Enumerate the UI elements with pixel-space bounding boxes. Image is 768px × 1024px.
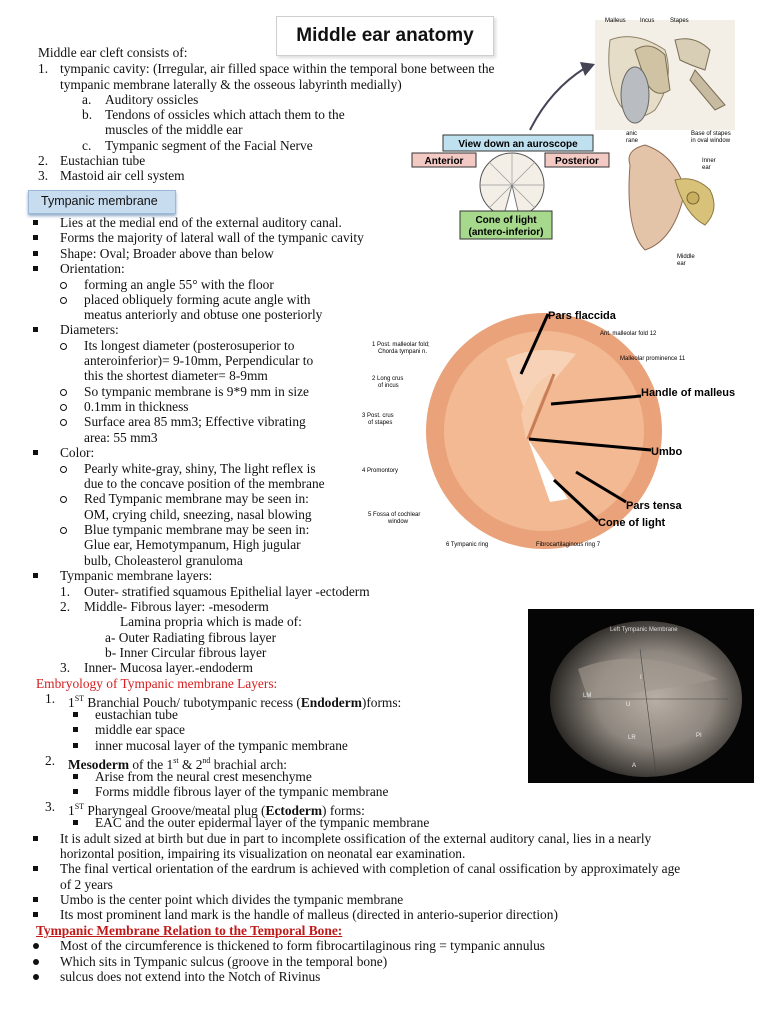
label-6: 6 Tympanic ring [446, 542, 489, 548]
tm-line: Blue tympanic membrane may be seen in: [84, 522, 310, 537]
label-12: Ant. malleolar fold 12 [600, 331, 657, 337]
note-2-cont: of 2 years [60, 877, 113, 892]
tanic-label: anic [626, 131, 638, 137]
inner-ear-label-1: Inner [702, 158, 716, 164]
base-stapes-label: Base of stapes [691, 131, 731, 137]
text-run: Branchial Pouch/ tubotympanic recess ( [84, 695, 301, 710]
bullet-marker [60, 496, 67, 503]
cone-of-light-label: Cone of light [475, 215, 537, 226]
text-run: ST [74, 694, 85, 703]
cleft-item-1: tympanic cavity: (Irregular, air filled space within the temporal bone between the [60, 61, 495, 76]
layer-middle: Middle- Fibrous layer: -mesoderm [84, 599, 269, 614]
middle-ear-label-1: Middle [677, 254, 695, 260]
tm-line: anteroinferior)= 9-10mm, Perpendicular to [84, 353, 314, 368]
cleft-item-2: Eustachian tube [60, 153, 146, 168]
photo-label-i: I [640, 675, 642, 681]
middle-ear-label-2: ear [677, 261, 686, 267]
tm-line: Forms the majority of lateral wall of the tympanic cavity [60, 230, 364, 245]
bullet-marker [60, 466, 67, 473]
list-number: 2. [45, 753, 56, 768]
bullet-marker [33, 220, 38, 225]
radiating-layer: a- Outer Radiating fibrous layer [105, 630, 277, 645]
circular-layer: b- Inner Circular fibrous layer [105, 645, 267, 660]
tm-line: forming an angle 55° with the floor [84, 277, 274, 292]
cleft-item-3: Mastoid air cell system [60, 168, 185, 183]
note-2: The final vertical orientation of the eardrum is achieved with completion of canal ossification by approximately age [60, 861, 681, 876]
label-11: Malleolar prominence 11 [620, 356, 686, 362]
bullet-marker [73, 820, 78, 825]
bullet-marker [33, 943, 39, 949]
text-run: 1 [68, 695, 75, 710]
incus-label: Incus [640, 18, 655, 24]
label-1: 1 Post. malleolar fold; [372, 342, 430, 348]
relation-2: Which sits in Tympanic sulcus (groove in the temporal bone) [60, 954, 388, 969]
tm-line: Surface area 85 mm3; Effective vibrating [84, 414, 306, 429]
layer-outer: Outer- stratified squamous Epithelial layer -ectoderm [84, 584, 370, 599]
bullet-marker [33, 959, 39, 965]
layer-inner: Inner- Mucosa layer.-endoderm [84, 660, 253, 675]
text-run: Ectoderm [265, 803, 323, 818]
note-1-cont: horizontal position, impairing its visualization on neonatal ear examination. [60, 846, 466, 861]
oval-window-label: in oval window [691, 138, 731, 144]
tm-line: So tympanic membrane is 9*9 mm in size [84, 384, 309, 399]
tm-line: 0.1mm in thickness [84, 399, 189, 414]
bullet-marker [60, 404, 67, 411]
tympanic-membrane-figure [336, 304, 766, 554]
otoscopic-photo [528, 609, 754, 783]
cleft-item-3-num: 3. [38, 168, 49, 183]
bullet-marker [33, 327, 38, 332]
bullet-marker [33, 266, 38, 271]
cleft-sub-c: Tympanic segment of the Facial Nerve [105, 138, 313, 153]
label-3: 3 Post. crus [362, 413, 394, 419]
photo-caption: Left Tympanic Membrane [610, 627, 678, 633]
label-2: 2 Long crus [372, 376, 404, 382]
inner-ear-label-2: ear [702, 165, 711, 171]
text-run: ) forms: [322, 803, 365, 818]
bullet-marker [33, 235, 38, 240]
cleft-sub-b-num: b. [82, 107, 93, 122]
cleft-item-2-num: 2. [38, 153, 49, 168]
embryo-1c: inner mucosal layer of the tympanic membrane [95, 738, 348, 753]
cone-of-light-drum-label: Cone of light [598, 517, 666, 529]
text-run: Endoderm [300, 695, 362, 710]
text-run: Pharyngeal Groove/meatal plug ( [84, 803, 266, 818]
cleft-sub-b-cont: muscles of the middle ear [105, 122, 243, 137]
relation-heading: Tympanic Membrane Relation to the Temporal Bone: [36, 923, 343, 938]
list-number: 1. [45, 691, 56, 706]
text-run: & 2 [178, 757, 203, 772]
bullet-marker [73, 743, 78, 748]
photo-label-pi: PI [696, 733, 702, 739]
bullet-marker [33, 836, 38, 841]
cleft-sub-b: Tendons of ossicles which attach them to the [105, 107, 345, 122]
tm-line: Lies at the medial end of the external auditory canal. [60, 215, 342, 230]
antero-inferior-label: (antero-inferior) [468, 227, 544, 238]
embryo-1a: eustachian tube [95, 707, 178, 722]
note-4: Its most prominent land mark is the handle of malleus (directed in anterio-superior direction) [60, 907, 558, 922]
bullet-marker [73, 712, 78, 717]
relation-3: sulcus does not extend into the Notch of Rivinus [60, 969, 321, 984]
note-3: Umbo is the center point which divides the tympanic membrane [60, 892, 404, 907]
bullet-marker [33, 251, 38, 256]
note-1: It is adult sized at birth but due in part to incomplete ossification of the external auditory canal, lies in a nearly [60, 831, 652, 846]
text-run: )forms: [361, 695, 402, 710]
tm-line: meatus anteriorly and obtuse one posteriorly [84, 307, 323, 322]
bullet-marker [73, 774, 78, 779]
bullet-marker [60, 527, 67, 534]
bullet-marker [33, 897, 38, 902]
embryo-2b: Forms middle fibrous layer of the tympanic membrane [95, 784, 389, 799]
tm-line: area: 55 mm3 [84, 430, 158, 445]
tm-line: Color: [60, 445, 95, 460]
photo-label-a: A [632, 763, 637, 769]
lamina-propria: Lamina propria which is made of: [120, 614, 302, 629]
tm-line: bulb, Choleasterol granuloma [84, 553, 243, 568]
embryo-3a: EAC and the outer epidermal layer of the tympanic membrane [95, 815, 430, 830]
label-2b: of incus [378, 383, 399, 389]
photo-label-lm: LM [583, 693, 592, 699]
list-number: 2. [60, 599, 71, 614]
tm-line: Pearly white-gray, shiny, The light reflex is [84, 461, 316, 476]
text-run: 1 [68, 803, 75, 818]
tm-line: Glue ear, Hemotympanum, High jugular [84, 537, 301, 552]
tm-line: Diameters: [60, 322, 119, 337]
label-5: 5 Fossa of cochlear [368, 512, 421, 518]
embryology-heading: Embryology of Tympanic membrane Layers: [36, 676, 278, 691]
text-run: nd [202, 756, 211, 765]
tm-line: this the shortest diameter= 8-9mm [84, 368, 268, 383]
embryo-2a: Arise from the neural crest mesenchyme [95, 769, 312, 784]
page-title: Middle ear anatomy [276, 16, 494, 56]
photo-label-u: U [626, 702, 631, 708]
embryo-1b: middle ear space [95, 722, 185, 737]
label-3b: of stapes [368, 420, 393, 426]
cleft-item-1-num: 1. [38, 61, 49, 76]
text-run: of the 1 [128, 757, 174, 772]
list-number: 1. [60, 584, 71, 599]
tm-line: Shape: Oval; Broader above than below [60, 246, 274, 261]
cleft-sub-a-num: a. [82, 92, 92, 107]
otoscope-figure [410, 133, 610, 243]
handle-of-malleus-label: Handle of malleus [641, 387, 736, 399]
cleft-sub-c-num: c. [82, 138, 92, 153]
bullet-marker [33, 974, 39, 980]
tm-line: OM, crying child, sneezing, nasal blowing [84, 507, 312, 522]
posterior-label: Posterior [555, 156, 599, 167]
relation-1: Most of the circumference is thickened to form fibrocartilaginous ring = tympanic annulus [60, 938, 546, 953]
list-number: 3. [45, 799, 56, 814]
stapes-label: Stapes [670, 18, 689, 24]
list-number: 3. [60, 660, 71, 675]
anterior-label: Anterior [424, 156, 464, 167]
bullet-marker [60, 343, 67, 350]
label-4: 4 Promontory [362, 468, 399, 474]
cleft-intro: Middle ear cleft consists of: [38, 45, 188, 60]
photo-label-lr: LR [628, 735, 636, 741]
bullet-marker [73, 727, 78, 732]
label-1b: Chorda tympani n. [378, 349, 428, 355]
tm-line: Red Tympanic membrane may be seen in: [84, 491, 309, 506]
bullet-marker [33, 912, 38, 917]
bullet-marker [60, 419, 67, 426]
text-run: Mesoderm [68, 757, 129, 772]
tm-line: Orientation: [60, 261, 125, 276]
bullet-marker [60, 297, 67, 304]
bullet-marker [33, 866, 38, 871]
tm-line: placed obliquely forming acute angle with [84, 292, 311, 307]
tm-line: Tympanic membrane layers: [60, 568, 213, 583]
bullet-marker [60, 282, 67, 289]
pars-tensa-label: Pars tensa [626, 500, 682, 512]
text-run: ST [74, 802, 85, 811]
text-run: st [173, 756, 179, 765]
cleft-item-1-cont: tympanic membrane laterally & the osseous labyrinth medially) [60, 77, 402, 92]
pars-flaccida-label: Pars flaccida [548, 310, 616, 322]
section-heading-tympanic-membrane: Tympanic membrane [28, 190, 176, 214]
label-7: Fibrocartilaginous ring 7 [536, 542, 601, 548]
tm-line: due to the concave position of the membrane [84, 476, 325, 491]
bullet-marker [60, 389, 67, 396]
label-5b: window [388, 519, 409, 525]
bullet-marker [33, 573, 38, 578]
rane-label: rane [626, 138, 639, 144]
otoscope-caption: View down an auroscope [458, 139, 578, 150]
cleft-sub-a: Auditory ossicles [105, 92, 199, 107]
umbo-label: Umbo [651, 446, 683, 458]
bullet-marker [33, 450, 38, 455]
malleus-label: Malleus [605, 18, 626, 24]
text-run: brachial arch: [210, 757, 287, 772]
tm-line: Its longest diameter (posterosuperior to [84, 338, 295, 353]
bullet-marker [73, 789, 78, 794]
